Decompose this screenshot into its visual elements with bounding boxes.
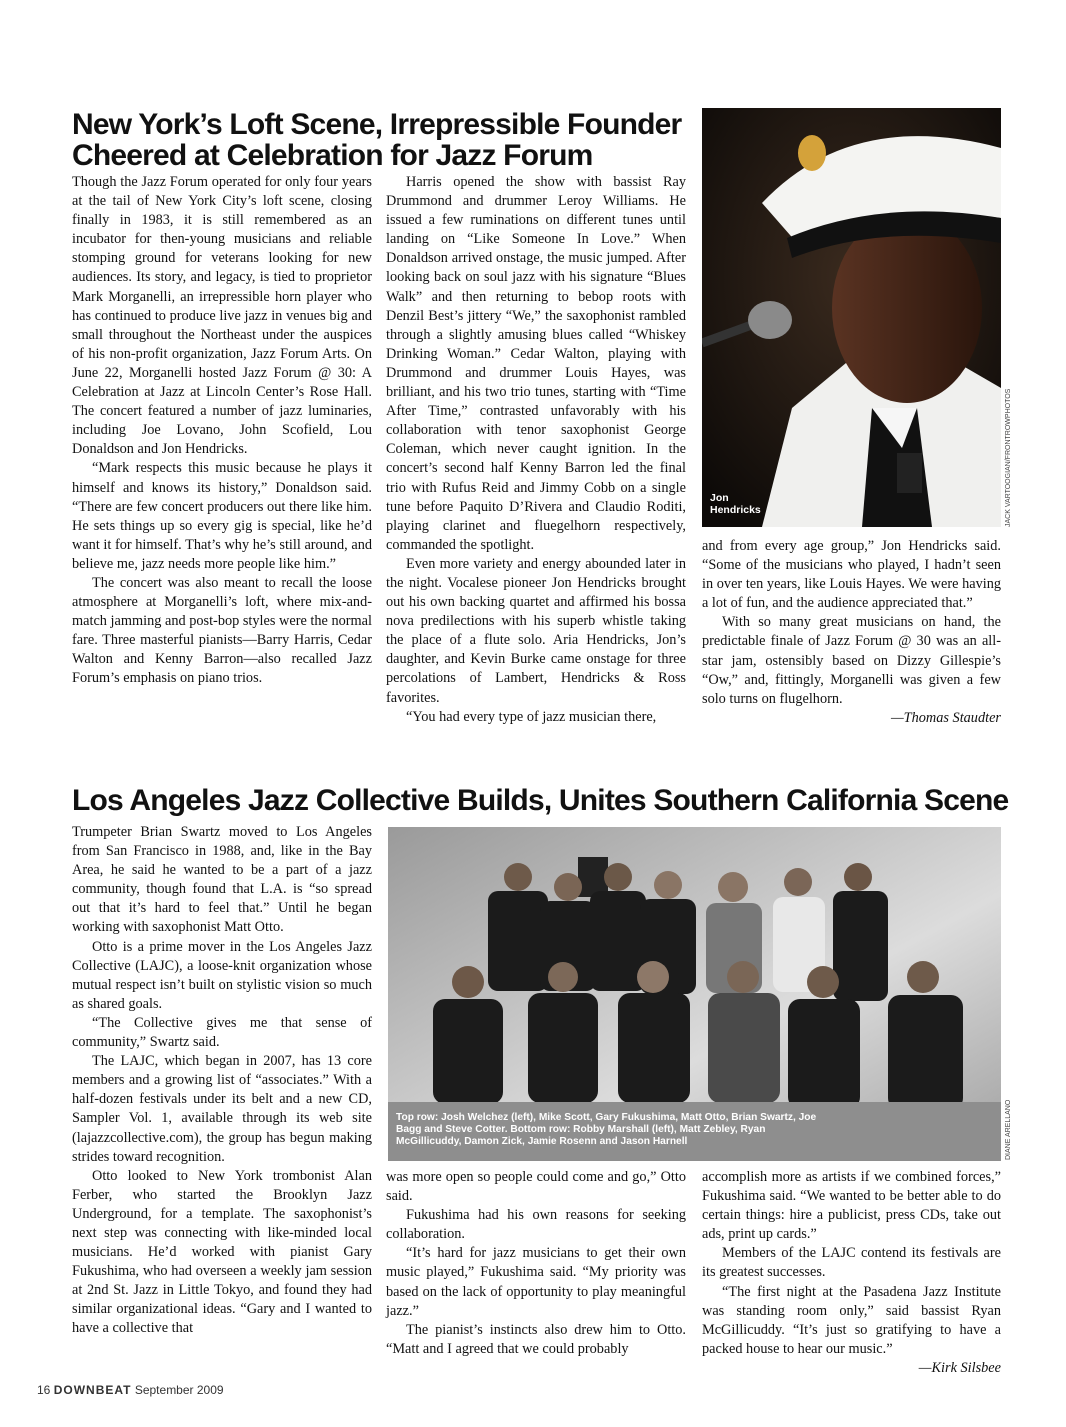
photo-credit: DIANE ARELLANO (1005, 1099, 1012, 1160)
paragraph: Trumpeter Brian Swartz moved to Los Angeles from San Francisco in 1988, and, like in the Bay Area, he said he wanted to be a part of a jazz community, though found that L.A. is “so spread out that it’s hard to feel that.” Until he began working with saxophonist Matt Otto. (72, 824, 372, 936)
paragraph: The LAJC, which began in 2007, has 13 core members and a growing list of “associates.” With a half-dozen festivals under its belt and a new CD, Sampler Vol. 1, available through its web site (lajazzcollective.com), the group has begun making strides toward recognition. (72, 1053, 372, 1165)
paragraph: accomplish more as artists if we combined forces,” Fukushima said. “We wanted to be better able to do certain things: hire a publicist, press CDs, take out ads, print up cards.” (702, 1169, 1001, 1243)
article1-column-1 (72, 173, 372, 689)
paragraph: “The first night at the Pasadena Jazz Institute was standing room only,” said bassist Ryan McGillicuddy. “It’s just so gratifying to have a packed house to hear our music.” (702, 1283, 1001, 1357)
page-folio (37, 1383, 224, 1397)
issue-date: September 2009 (134, 1383, 224, 1397)
paragraph: “You had every type of jazz musician there, (406, 708, 657, 725)
paragraph: The pianist’s instincts also drew him to Otto. “Matt and I agreed that we could probably (386, 1321, 686, 1357)
article2-headline: Los Angeles Jazz Collective Builds, Unites Southern California Scene (72, 784, 1009, 817)
photo-caption: Jon Hendricks (710, 492, 761, 516)
article1-column-2 (386, 173, 686, 727)
paragraph: and from every age group,” Jon Hendricks said. “Some of the musicians who played, I hadn’t seen in over ten years, like Louis Hayes. We were having a lot of fun, and the audience appreciated that.” (702, 538, 1001, 612)
article2-column-1 (72, 823, 372, 1339)
jon-hendricks-photo (702, 108, 1001, 527)
paragraph: The concert was also meant to recall the loose atmosphere at Morganelli’s loft, where mix-and-match jamming and post-bop styles were the normal fare. Three masterful pianists—Barry Harris, Cedar Walton and Kenny Barron—also recalled Jazz Forum’s emphasis on piano trios. (72, 574, 372, 687)
photo-caption: Top row: Josh Welchez (left), Mike Scott, Gary Fukushima, Matt Otto, Brian Swartz, Joe Bagg and Steve Cotter. Bottom row: Robby Marshall (left), Matt Zebley, Ryan McGillicuddy, Damon Zick, Jamie Rosenn and Jason Harnell (396, 1112, 817, 1147)
paragraph: Fukushima had his own reasons for seeking collaboration. (386, 1207, 686, 1243)
paragraph: With so many great musicians on hand, the predictable finale of Jazz Forum @ 30 was an all-star jam, ostensibly based on Dizzy Gillespie’s “Ow,” and, fittingly, Morganelli was given a few solo turns on flugelhorn. (702, 614, 1001, 707)
magazine-name: DOWNBEAT (53, 1383, 132, 1397)
paragraph: “It’s hard for jazz musicians to get their own music played,” Fukushima said. “My priority was based on the lack of opportunity to play meaningful jazz.” (386, 1245, 686, 1319)
photo-credit: JACK VARTOOGIAN/FRONTROWPHOTOS (1005, 388, 1012, 527)
lajc-group-photo (388, 827, 1001, 1161)
article1-column-3 (702, 537, 1001, 728)
paragraph: Even more variety and energy abounded later in the night. Vocalese pioneer Jon Hendricks brought out his own backing quartet and affirmed his bossa nova predilections with his superb whistle taking the place of a flute solo. Aria Hendricks, Jon’s daughter, and Kevin Burke came onstage for three percolations of Lambert, Hendricks & Ross favorites. (386, 555, 686, 706)
paragraph: Harris opened the show with bassist Ray Drummond and drummer Leroy Williams. He issued a few ruminations on different tunes until landing on “Like Someone In Love.” When Donaldson arrived onstage, the music jumped. After looking back on soul jazz with his signature “Blues Walk” and then returning to bebop roots with Denzil Best’s jittery “We,” the saxophonist rambled through a slightly amusing blues called “Whiskey Drinking Woman.” Cedar Walton, playing with Drummond and drummer Louis Hayes, was brilliant, and his two trio tunes, starting with “Time After Time,” contrasted unfavorably with his collaboration with tenor saxophonist George Coleman, which never caught ignition. In the concert’s second half Kenny Barron led the final trio with Rufus Reid and Jimmy Cobb on a single tune before Paquito D’Rivera and Claudio Roditi, playing clarinet and fluegelhorn respectively, commanded the spotlight. (386, 174, 686, 553)
page-number: 16 (37, 1383, 51, 1397)
paragraph: “The Collective gives me that sense of community,” Swartz said. (72, 1014, 372, 1051)
paragraph: “Mark respects this music because he plays it himself and knows its history,” Donaldson said. “There are few concert producers out there like him. He sets things up so every gig is special, like he’d want it for himself. That’s why he’s still around, and believe me, jazz needs more people like him.” (72, 460, 372, 572)
photo-illustration (702, 108, 1001, 527)
byline: —Thomas Staudter (890, 709, 1001, 726)
paragraph: Though the Jazz Forum operated for only four years at the tail of New York City’s loft scene, closing finally in 1983, it is still remembered as an incubator for then-young musicians and reliable stomping ground for veterans looking for new audiences. Its story, and legacy, is tied to proprietor Mark Morganelli, an irrepressible horn player who has continued to produce live jazz in venues big and small throughout the Northeast under the auspices of his non-profit organization, Jazz Forum Arts. On June 22, Morganelli hosted Jazz Forum @ 30: A Celebration at Jazz at Lincoln Center’s Rose Hall. The concert featured a number of jazz luminaries, including Joe Lovano, John Scofield, Lou Donaldson and Jon Hendricks. (72, 174, 372, 458)
paragraph: was more open so people could come and go,” Otto said. (386, 1169, 686, 1205)
paragraph: Otto is a prime mover in the Los Angeles Jazz Collective (LAJC), a loose-knit organization whose mutual respect isn’t built on stylistic vision so much as shared goals. (72, 938, 372, 1012)
paragraph: Members of the LAJC contend its festivals are its greatest successes. (702, 1245, 1001, 1281)
photo-illustration (388, 827, 1001, 1161)
paragraph: Otto looked to New York trombonist Alan Ferber, who started the Brooklyn Jazz Underground, for a template. The saxophonist’s next step was connecting with like-minded local musicians. He’d worked with pianist Gary Fukushima, who had overseen a weekly jam session at 2nd St. Jazz in Little Tokyo, and found they had similar organizational ideas. “Gary and I wanted to have a collective that (72, 1167, 372, 1337)
article2-column-2 (386, 1168, 686, 1359)
article1-headline: New York’s Loft Scene, Irrepressible Founder Cheered at Celebration for Jazz Forum (72, 108, 682, 172)
byline: —Kirk Silsbee (918, 1359, 1001, 1376)
article2-column-3 (702, 1168, 1001, 1378)
